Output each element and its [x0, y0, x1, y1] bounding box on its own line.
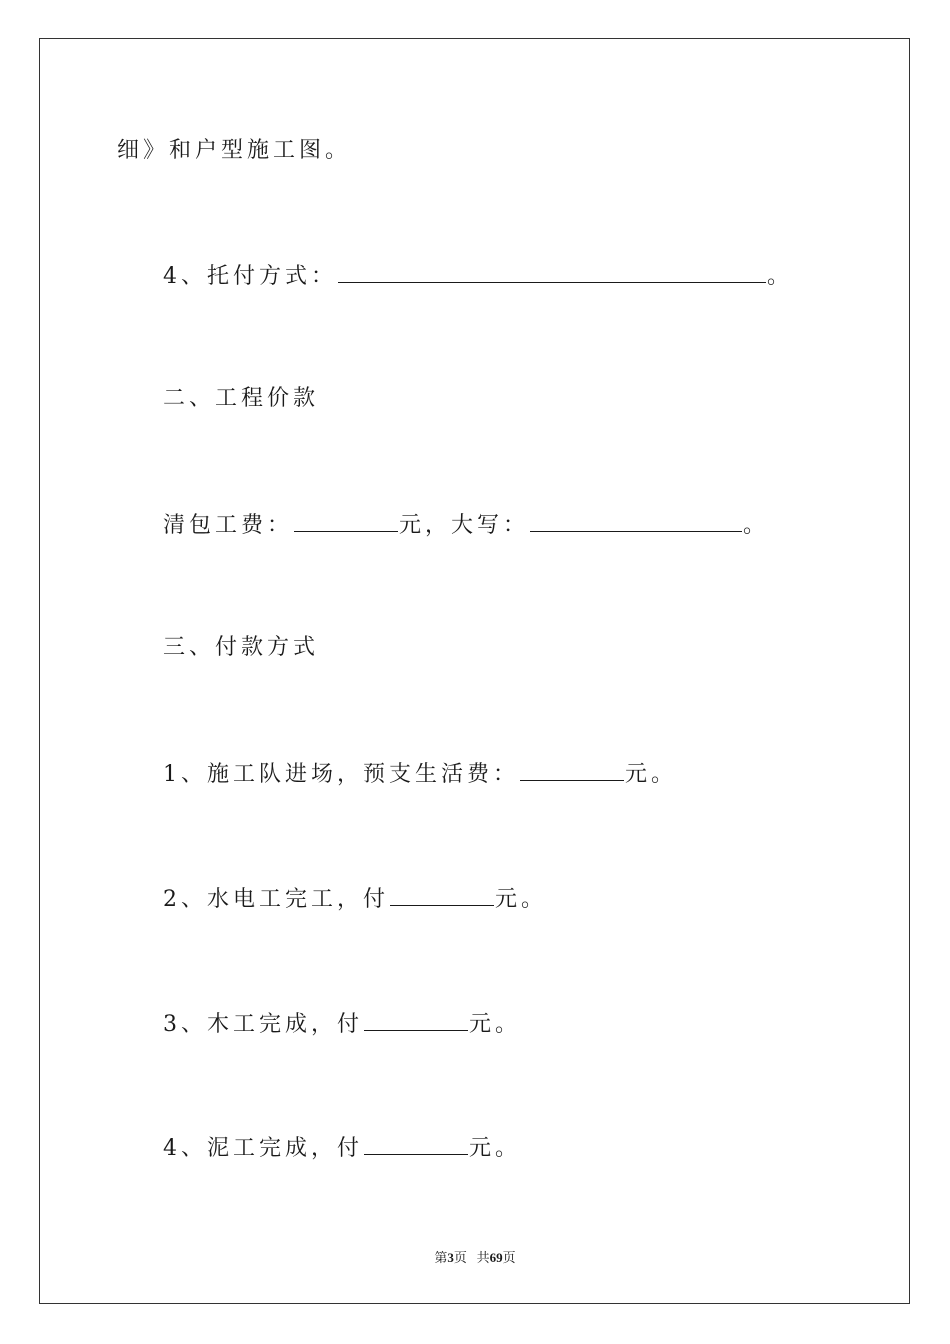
- page-label-after: 页: [453, 1250, 467, 1265]
- line-suffix: 元。: [625, 762, 678, 787]
- text-line-2-delivery-method: [163, 260, 793, 292]
- total-label-before: 共: [476, 1250, 490, 1265]
- line-prefix: 1、施工队进场，预支生活费：: [163, 762, 519, 787]
- line-prefix: 4、泥工完成，付: [163, 1136, 363, 1161]
- line-prefix: 3、木工完成，付: [163, 1012, 363, 1037]
- delivery-method-blank[interactable]: [338, 260, 766, 283]
- line-prefix: 清包工费：: [163, 513, 294, 538]
- text-line-labor-fee: [163, 509, 769, 541]
- payment-3-blank[interactable]: [364, 1008, 468, 1031]
- line-mid: 元，大写：: [399, 513, 530, 538]
- labor-fee-capital-blank[interactable]: [530, 509, 742, 532]
- heading-text: 二、工程价款: [163, 386, 320, 411]
- line-suffix: 。: [743, 513, 770, 538]
- line-prefix: 4、托付方式：: [163, 264, 337, 289]
- text-line-payment-2: [163, 883, 547, 915]
- line-suffix: 元。: [469, 1012, 522, 1037]
- payment-2-blank[interactable]: [390, 883, 494, 906]
- section-heading-project-price: [163, 384, 319, 414]
- total-pages: 69: [489, 1250, 503, 1265]
- text-line-payment-4: [163, 1132, 521, 1164]
- text-line-payment-3: [163, 1008, 521, 1040]
- text-line-payment-1: [163, 758, 677, 790]
- line-text: 细》和户型施工图。: [117, 138, 352, 163]
- payment-4-blank[interactable]: [364, 1132, 468, 1155]
- line-suffix: 元。: [495, 887, 548, 912]
- line-prefix: 2、水电工完工，付: [163, 887, 389, 912]
- labor-fee-amount-blank[interactable]: [294, 509, 398, 532]
- line-suffix: 。: [767, 264, 794, 289]
- line-suffix: 元。: [469, 1136, 522, 1161]
- page-footer: [0, 1247, 950, 1266]
- total-label-after: 页: [502, 1250, 516, 1265]
- text-line-1: [117, 136, 351, 166]
- page-number: 3: [447, 1250, 454, 1265]
- heading-text: 三、付款方式: [163, 635, 320, 660]
- page-label-before: 第: [434, 1250, 448, 1265]
- page-border: [39, 38, 910, 1304]
- section-heading-payment-method: [163, 633, 319, 663]
- payment-1-blank[interactable]: [520, 758, 624, 781]
